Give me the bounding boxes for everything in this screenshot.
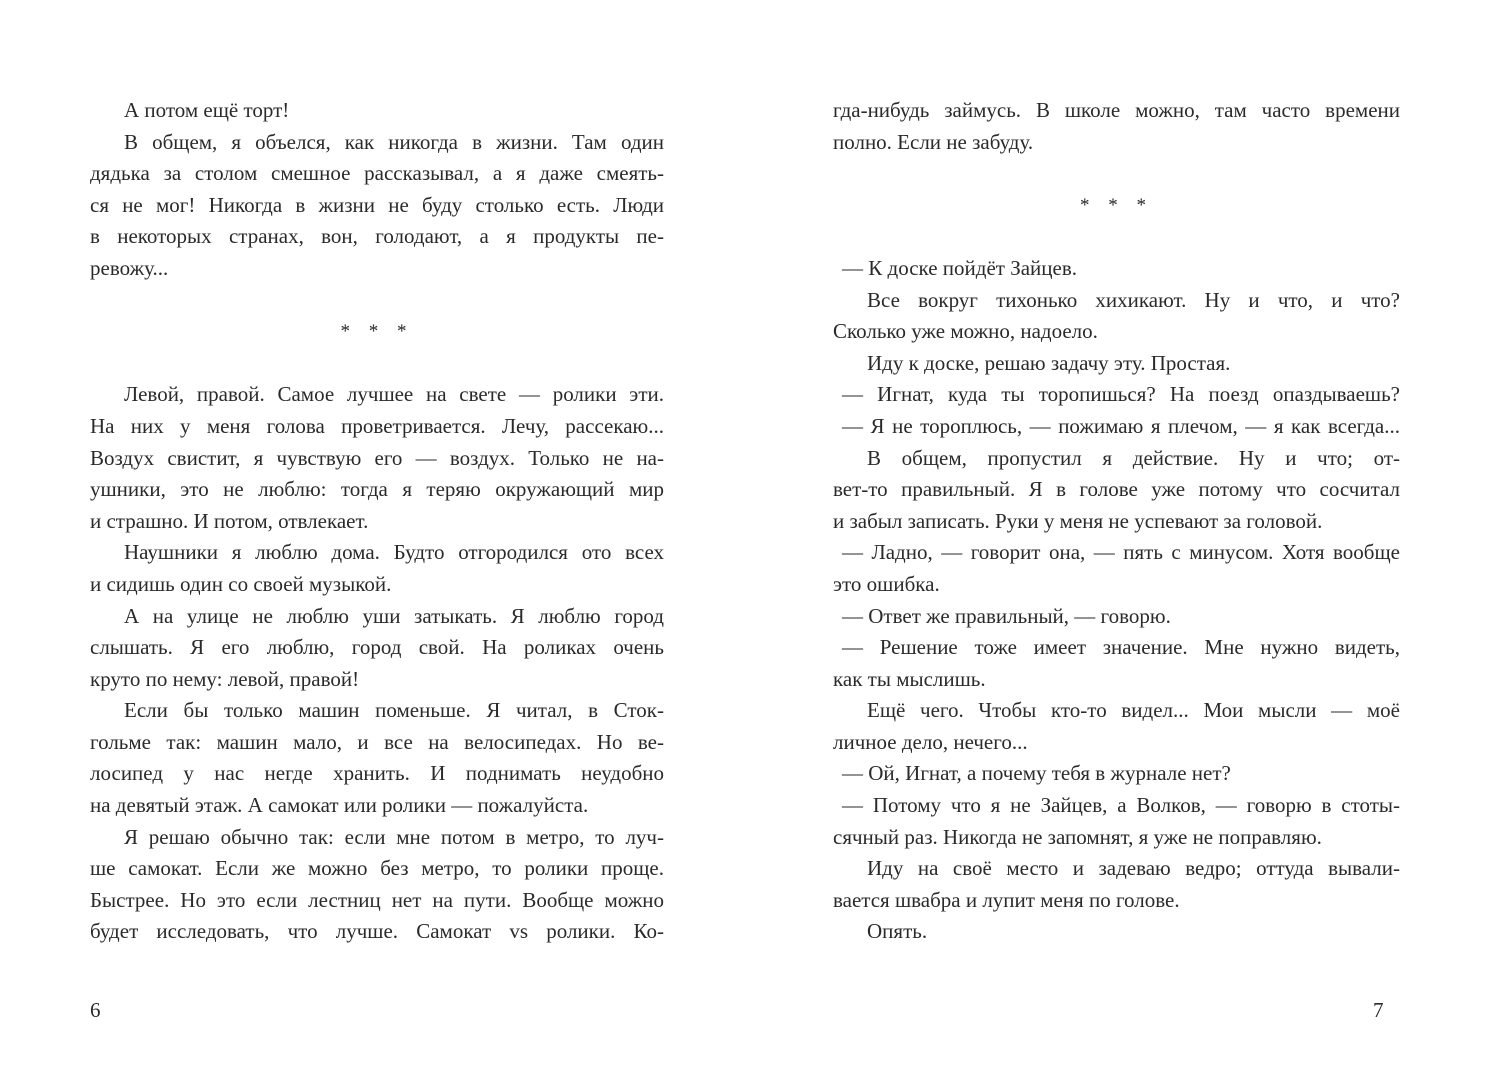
text-line: слышать. Я его люблю, город свой. На роликах очень: [90, 635, 664, 660]
text-line: как ты мыслишь.: [833, 666, 986, 691]
section-gap: [833, 158, 1400, 190]
text-line: Опять.: [867, 919, 928, 944]
text-line: ревожу...: [90, 255, 169, 280]
text-line: Я решаю обычно так: если мне потом в метро, то луч-: [124, 824, 664, 849]
text-line: ушники, это не люблю: тогда я теряю окружающий мир: [90, 477, 664, 502]
section-separator: * * *: [340, 321, 414, 343]
left-page: [0, 0, 744, 1080]
text-line: на девятый этаж. А самокат или ролики — пожалуйста.: [90, 793, 589, 818]
text-line: личное дело, нечего...: [833, 729, 1028, 754]
right-page-text: [833, 95, 1400, 948]
page-number: 6: [90, 998, 101, 1022]
left-page-text: [90, 95, 664, 948]
text-line: Сколько уже можно, надоело.: [833, 319, 1098, 344]
text-line: вет-то правильный. Я в голове уже потому что сосчитал: [833, 477, 1400, 502]
text-line: лосипед у нас негде хранить. И поднимать неудобно: [90, 761, 664, 786]
section-gap: [833, 221, 1400, 253]
text-line: — Ладно, — говорит она, — пять с минусом. Хотя вообще: [842, 540, 1400, 565]
text-line: — Потому что я не Зайцев, а Волков, — говорю в стоты-: [842, 793, 1400, 818]
text-line: Иду к доске, решаю задачу эту. Простая.: [867, 350, 1231, 375]
text-line: — Я не тороплюсь, — пожимаю я плечом, — я как всегда...: [842, 413, 1400, 438]
text-line: В общем, пропустил я действие. Ну и что; от-: [867, 445, 1400, 470]
section-separator: * * *: [1080, 194, 1153, 216]
text-line: Если бы только машин поменьше. Я читал, в Сток-: [124, 698, 664, 723]
text-line: Ещё чего. Чтобы кто-то видел... Мои мысли — моё: [867, 698, 1400, 723]
text-line: вается швабра и лупит меня по голове.: [833, 887, 1180, 912]
text-line: это ошибка.: [833, 571, 940, 596]
text-line: ся не мог! Никогда в жизни не буду столько есть. Люди: [90, 192, 664, 217]
section-gap: [90, 285, 664, 317]
text-line: А на улице не люблю уши затыкать. Я люблю город: [124, 603, 664, 628]
text-line: Воздух свистит, я чувствую его — воздух. Только не на-: [90, 445, 664, 470]
text-line: — Решение тоже имеет значение. Мне нужно видеть,: [842, 635, 1400, 660]
text-line: полно. Если не забуду.: [833, 129, 1034, 154]
page-number: 7: [1373, 998, 1384, 1022]
text-line: Все вокруг тихонько хихикают. Ну и что, и что?: [867, 287, 1400, 312]
text-line: и сидишь один со своей музыкой.: [90, 571, 392, 596]
text-line: сячный раз. Никогда не запомнят, я уже не поправляю.: [833, 824, 1322, 849]
text-line: — Ответ же правильный, — говорю.: [842, 603, 1171, 628]
text-line: — Игнат, куда ты торопишься? На поезд опаздываешь?: [842, 382, 1400, 407]
text-line: дядька за столом смешное рассказывал, а я даже смеять-: [90, 161, 664, 186]
text-line: Левой, правой. Самое лучшее на свете — ролики эти.: [124, 382, 664, 407]
text-line: и забыл записать. Руки у меня не успевают за головой.: [833, 508, 1323, 533]
text-line: гольме так: машин мало, и все на велосипедах. Но ве-: [90, 729, 664, 754]
text-line: Иду на своё место и задеваю ведро; оттуда вывали-: [867, 856, 1400, 881]
right-page: [744, 0, 1489, 1080]
text-line: На них у меня голова проветривается. Лечу, рассекаю...: [90, 413, 664, 438]
text-line: и страшно. И потом, отвлекает.: [90, 508, 369, 533]
text-line: гда-нибудь займусь. В школе можно, там часто времени: [833, 98, 1400, 122]
text-line: В общем, я объелся, как никогда в жизни. Там один: [124, 129, 664, 154]
text-line: — К доске пойдёт Зайцев.: [842, 255, 1077, 280]
text-line: — Ой, Игнат, а почему тебя в журнале нет?: [842, 761, 1231, 786]
text-line: круто по нему: левой, правой!: [90, 666, 360, 691]
text-line: ше самокат. Если же можно без метро, то ролики проще.: [90, 856, 664, 881]
text-line: Наушники я люблю дома. Будто отгородился ото всех: [124, 540, 664, 565]
section-gap: [90, 348, 664, 380]
text-line: А потом ещё торт!: [124, 98, 290, 122]
text-line: в некоторых странах, вон, голодают, а я продукты пе-: [90, 224, 664, 249]
text-line: Быстрее. Но это если лестниц нет на пути. Вообще можно: [90, 887, 664, 912]
text-line: будет исследовать, что лучше. Самокат vs ролики. Ко-: [90, 919, 664, 944]
